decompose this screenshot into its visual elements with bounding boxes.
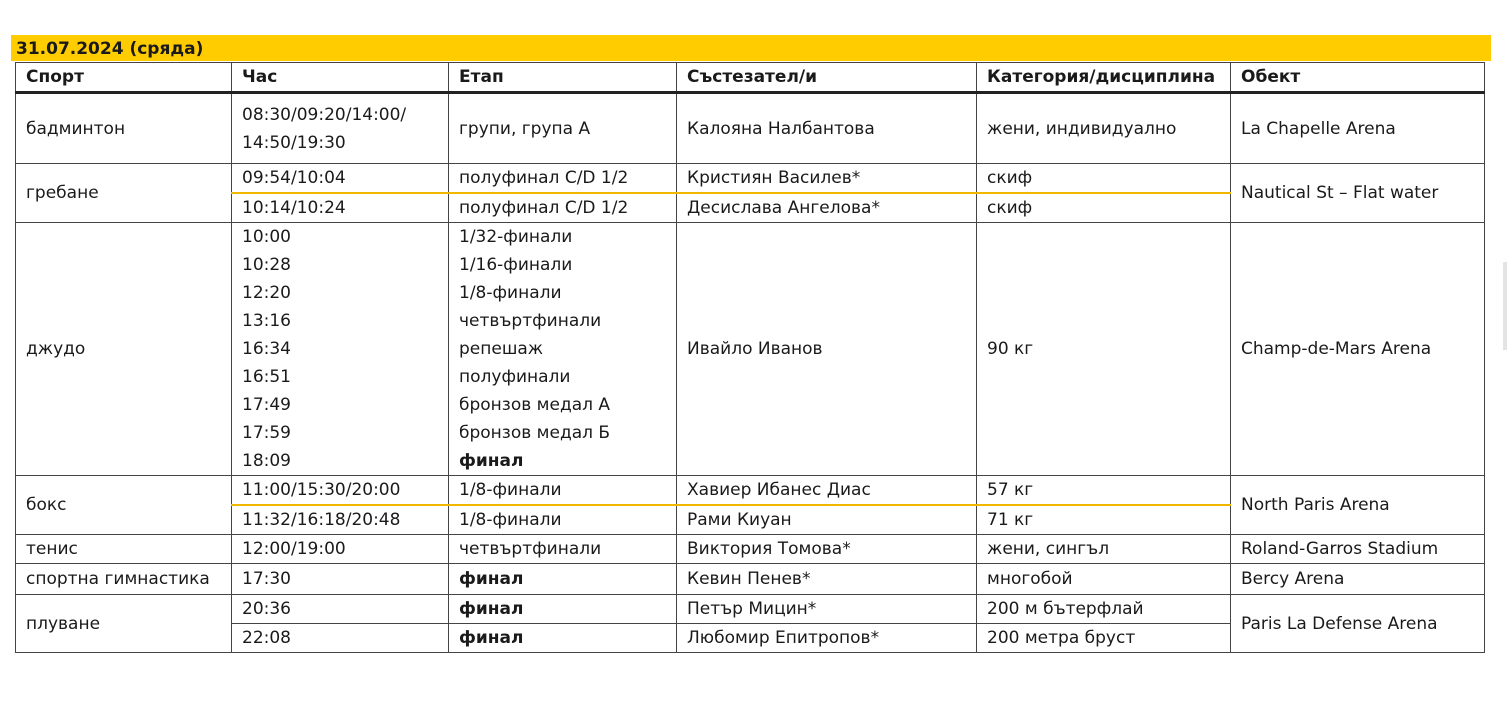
time-line: 17:59: [242, 423, 291, 443]
time-line: 12:00/19:00: [242, 539, 346, 559]
athlete-cell: Петър Мицин*: [677, 595, 977, 624]
time-line: 11:00/15:30/20:00: [242, 480, 401, 500]
category-cell: 71 кг: [977, 505, 1231, 535]
category-cell: 200 м бътерфлай: [977, 595, 1231, 624]
venue-cell: Bercy Arena: [1231, 564, 1485, 595]
stage-line: финал: [459, 451, 524, 471]
sport-cell: плуване: [16, 595, 232, 653]
time-cell: [232, 476, 449, 506]
stage-line: полуфинал C/D 1/2: [459, 198, 629, 218]
table-row: [16, 223, 1485, 476]
sport-cell: бадминтон: [16, 93, 232, 164]
category-cell: многобой: [977, 564, 1231, 595]
category-cell: 200 метра бруст: [977, 624, 1231, 653]
time-cell: [232, 93, 449, 164]
stage-cell: [449, 564, 677, 595]
time-line: 14:50/19:30: [242, 132, 346, 153]
time-line: 12:20: [242, 283, 291, 303]
header-category: Категория/дисциплина: [977, 63, 1231, 93]
athlete-cell: Десислава Ангелова*: [677, 193, 977, 223]
stage-cell: [449, 476, 677, 506]
stage-line: репешаж: [459, 339, 544, 359]
time-line: 08:30/09:20/14:00/: [242, 104, 407, 125]
header-time: Час: [232, 63, 449, 93]
time-line: 13:16: [242, 311, 291, 331]
venue-cell: Paris La Defense Arena: [1231, 595, 1485, 653]
stage-cell: [449, 164, 677, 194]
scrollbar-thumb[interactable]: [1503, 262, 1507, 350]
stage-cell: [449, 93, 677, 164]
athlete-cell: Ивайло Иванов: [677, 223, 977, 476]
stage-line: финал: [459, 628, 524, 648]
time-cell: [232, 595, 449, 624]
stage-cell: [449, 505, 677, 535]
stage-cell: [449, 223, 677, 476]
stage-line: бронзов медал Б: [459, 423, 611, 443]
category-cell: скиф: [977, 164, 1231, 194]
stage-cell: [449, 595, 677, 624]
stage-cell: [449, 193, 677, 223]
stage-line: четвъртфинали: [459, 311, 602, 331]
sport-cell: бокс: [16, 476, 232, 535]
stage-line: 1/8-финали: [459, 510, 562, 530]
sport-cell: джудо: [16, 223, 232, 476]
table-row: [16, 564, 1485, 595]
time-line: 20:36: [242, 599, 291, 619]
athlete-cell: Хавиер Ибанес Диас: [677, 476, 977, 506]
stage-line: финал: [459, 569, 524, 589]
time-cell: [232, 223, 449, 476]
time-line: 10:00: [242, 227, 291, 247]
table-row: [16, 93, 1485, 164]
venue-cell: La Chapelle Arena: [1231, 93, 1485, 164]
schedule-table: [15, 62, 1485, 653]
stage-line: 1/32-финали: [459, 227, 573, 247]
athlete-cell: Виктория Томова*: [677, 535, 977, 564]
time-line: 10:14/10:24: [242, 198, 346, 218]
category-cell: 90 кг: [977, 223, 1231, 476]
time-cell: [232, 624, 449, 653]
athlete-cell: Рами Киуан: [677, 505, 977, 535]
stage-line: финал: [459, 599, 524, 619]
venue-cell: Champ-de-Mars Arena: [1231, 223, 1485, 476]
header-athletes: Състезател/и: [677, 63, 977, 93]
table-row: [16, 164, 1485, 194]
time-cell: [232, 505, 449, 535]
time-cell: [232, 164, 449, 194]
stage-line: 1/8-финали: [459, 480, 562, 500]
sport-cell: гребане: [16, 164, 232, 223]
table-row: [16, 535, 1485, 564]
date-header: 31.07.2024 (сряда): [11, 35, 1491, 61]
athlete-cell: Кевин Пенев*: [677, 564, 977, 595]
stage-line: полуфинали: [459, 367, 571, 387]
category-cell: 57 кг: [977, 476, 1231, 506]
category-cell: скиф: [977, 193, 1231, 223]
stage-line: 1/16-финали: [459, 255, 573, 275]
time-cell: [232, 535, 449, 564]
venue-cell: North Paris Arena: [1231, 476, 1485, 535]
time-line: 22:08: [242, 628, 291, 648]
time-line: 16:34: [242, 339, 291, 359]
time-line: 17:30: [242, 569, 291, 589]
table-row: [16, 476, 1485, 506]
venue-cell: Roland-Garros Stadium: [1231, 535, 1485, 564]
stage-line: 1/8-финали: [459, 283, 562, 303]
athlete-cell: Калояна Налбантова: [677, 93, 977, 164]
time-cell: [232, 564, 449, 595]
time-line: 11:32/16:18/20:48: [242, 510, 401, 530]
sport-cell: тенис: [16, 535, 232, 564]
time-line: 18:09: [242, 451, 291, 471]
header-row: [16, 63, 1485, 93]
schedule-body: [16, 93, 1485, 653]
header-sport: Спорт: [16, 63, 232, 93]
header-venue: Обект: [1231, 63, 1485, 93]
category-cell: жени, сингъл: [977, 535, 1231, 564]
sport-cell: спортна гимнастика: [16, 564, 232, 595]
stage-line: полуфинал C/D 1/2: [459, 168, 629, 188]
time-line: 09:54/10:04: [242, 168, 346, 188]
athlete-cell: Кристиян Василев*: [677, 164, 977, 194]
time-line: 10:28: [242, 255, 291, 275]
stage-cell: [449, 535, 677, 564]
stage-line: бронзов медал А: [459, 395, 611, 415]
header-stage: Етап: [449, 63, 677, 93]
stage-cell: [449, 624, 677, 653]
time-cell: [232, 193, 449, 223]
athlete-cell: Любомир Епитропов*: [677, 624, 977, 653]
venue-cell: Nautical St – Flat water: [1231, 164, 1485, 223]
table-row: [16, 595, 1485, 624]
stage-line: четвъртфинали: [459, 539, 602, 559]
stage-line: групи, група A: [459, 118, 591, 139]
time-line: 17:49: [242, 395, 291, 415]
time-line: 16:51: [242, 367, 291, 387]
category-cell: жени, индивидуално: [977, 93, 1231, 164]
